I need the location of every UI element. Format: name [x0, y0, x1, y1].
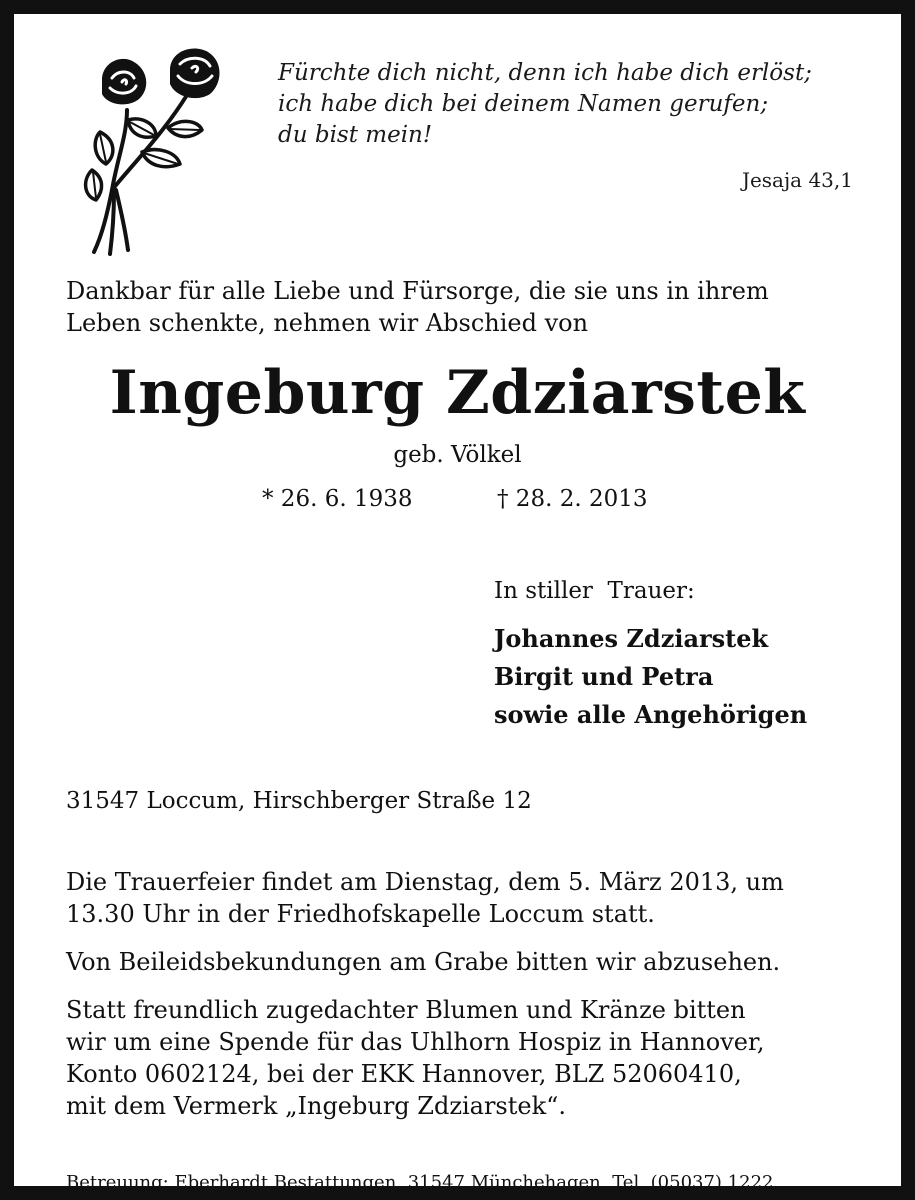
donation-line: wir um eine Spende für das Uhlhorn Hospiz in Hannover, — [66, 1028, 765, 1056]
mourner-name: sowie alle Angehörigen — [494, 700, 808, 729]
funeral-home-footer: Betreuung: Eberhardt Bestattungen, 31547 Münchehagen, Tel. (05037) 1222 — [66, 1172, 774, 1193]
deceased-name: Ingeburg Zdziarstek — [109, 358, 806, 428]
donation-info — [66, 994, 856, 1122]
condolence-note — [66, 946, 856, 978]
donation-line: mit dem Vermerk „Ingeburg Zdziarstek“. — [66, 1092, 567, 1120]
service-line: 13.30 Uhr in der Friedhofskapelle Loccum statt. — [66, 900, 655, 928]
donation-line: Statt freundlich zugedachter Blumen und Kränze bitten — [66, 996, 746, 1024]
mourner-name: Birgit und Petra — [494, 662, 714, 691]
maiden-name: geb. Völkel — [393, 442, 522, 468]
death-date: † 28. 2. 2013 — [497, 486, 648, 512]
intro-line: Dankbar für alle Liebe und Fürsorge, die sie uns in ihrem — [66, 277, 769, 305]
verse-line: du bist mein! — [278, 122, 433, 148]
mourners-list — [494, 620, 807, 734]
address: 31547 Loccum, Hirschberger Straße 12 — [66, 788, 532, 814]
verse-line: ich habe dich bei deinem Namen gerufen; — [278, 91, 769, 117]
service-info — [66, 866, 856, 930]
donation-line: Konto 0602124, bei der EKK Hannover, BLZ 52060410, — [66, 1060, 742, 1088]
service-line: Die Trauerfeier findet am Dienstag, dem 5. März 2013, um — [66, 868, 784, 896]
verse-line: Fürchte dich nicht, denn ich habe dich erlöst; — [278, 60, 812, 86]
verse-reference: Jesaja 43,1 — [741, 168, 853, 192]
mourner-name: Johannes Zdziarstek — [494, 624, 769, 653]
bible-verse — [278, 58, 858, 151]
roses-icon — [72, 40, 244, 260]
intro-text — [66, 275, 866, 339]
condolence-line: Von Beileidsbekundungen am Grabe bitten wir abzusehen. — [66, 948, 781, 976]
intro-line: Leben schenkte, nehmen wir Abschied von — [66, 309, 589, 337]
birth-date: * 26. 6. 1938 — [262, 486, 413, 512]
mourning-label: In stiller Trauer: — [494, 578, 695, 604]
